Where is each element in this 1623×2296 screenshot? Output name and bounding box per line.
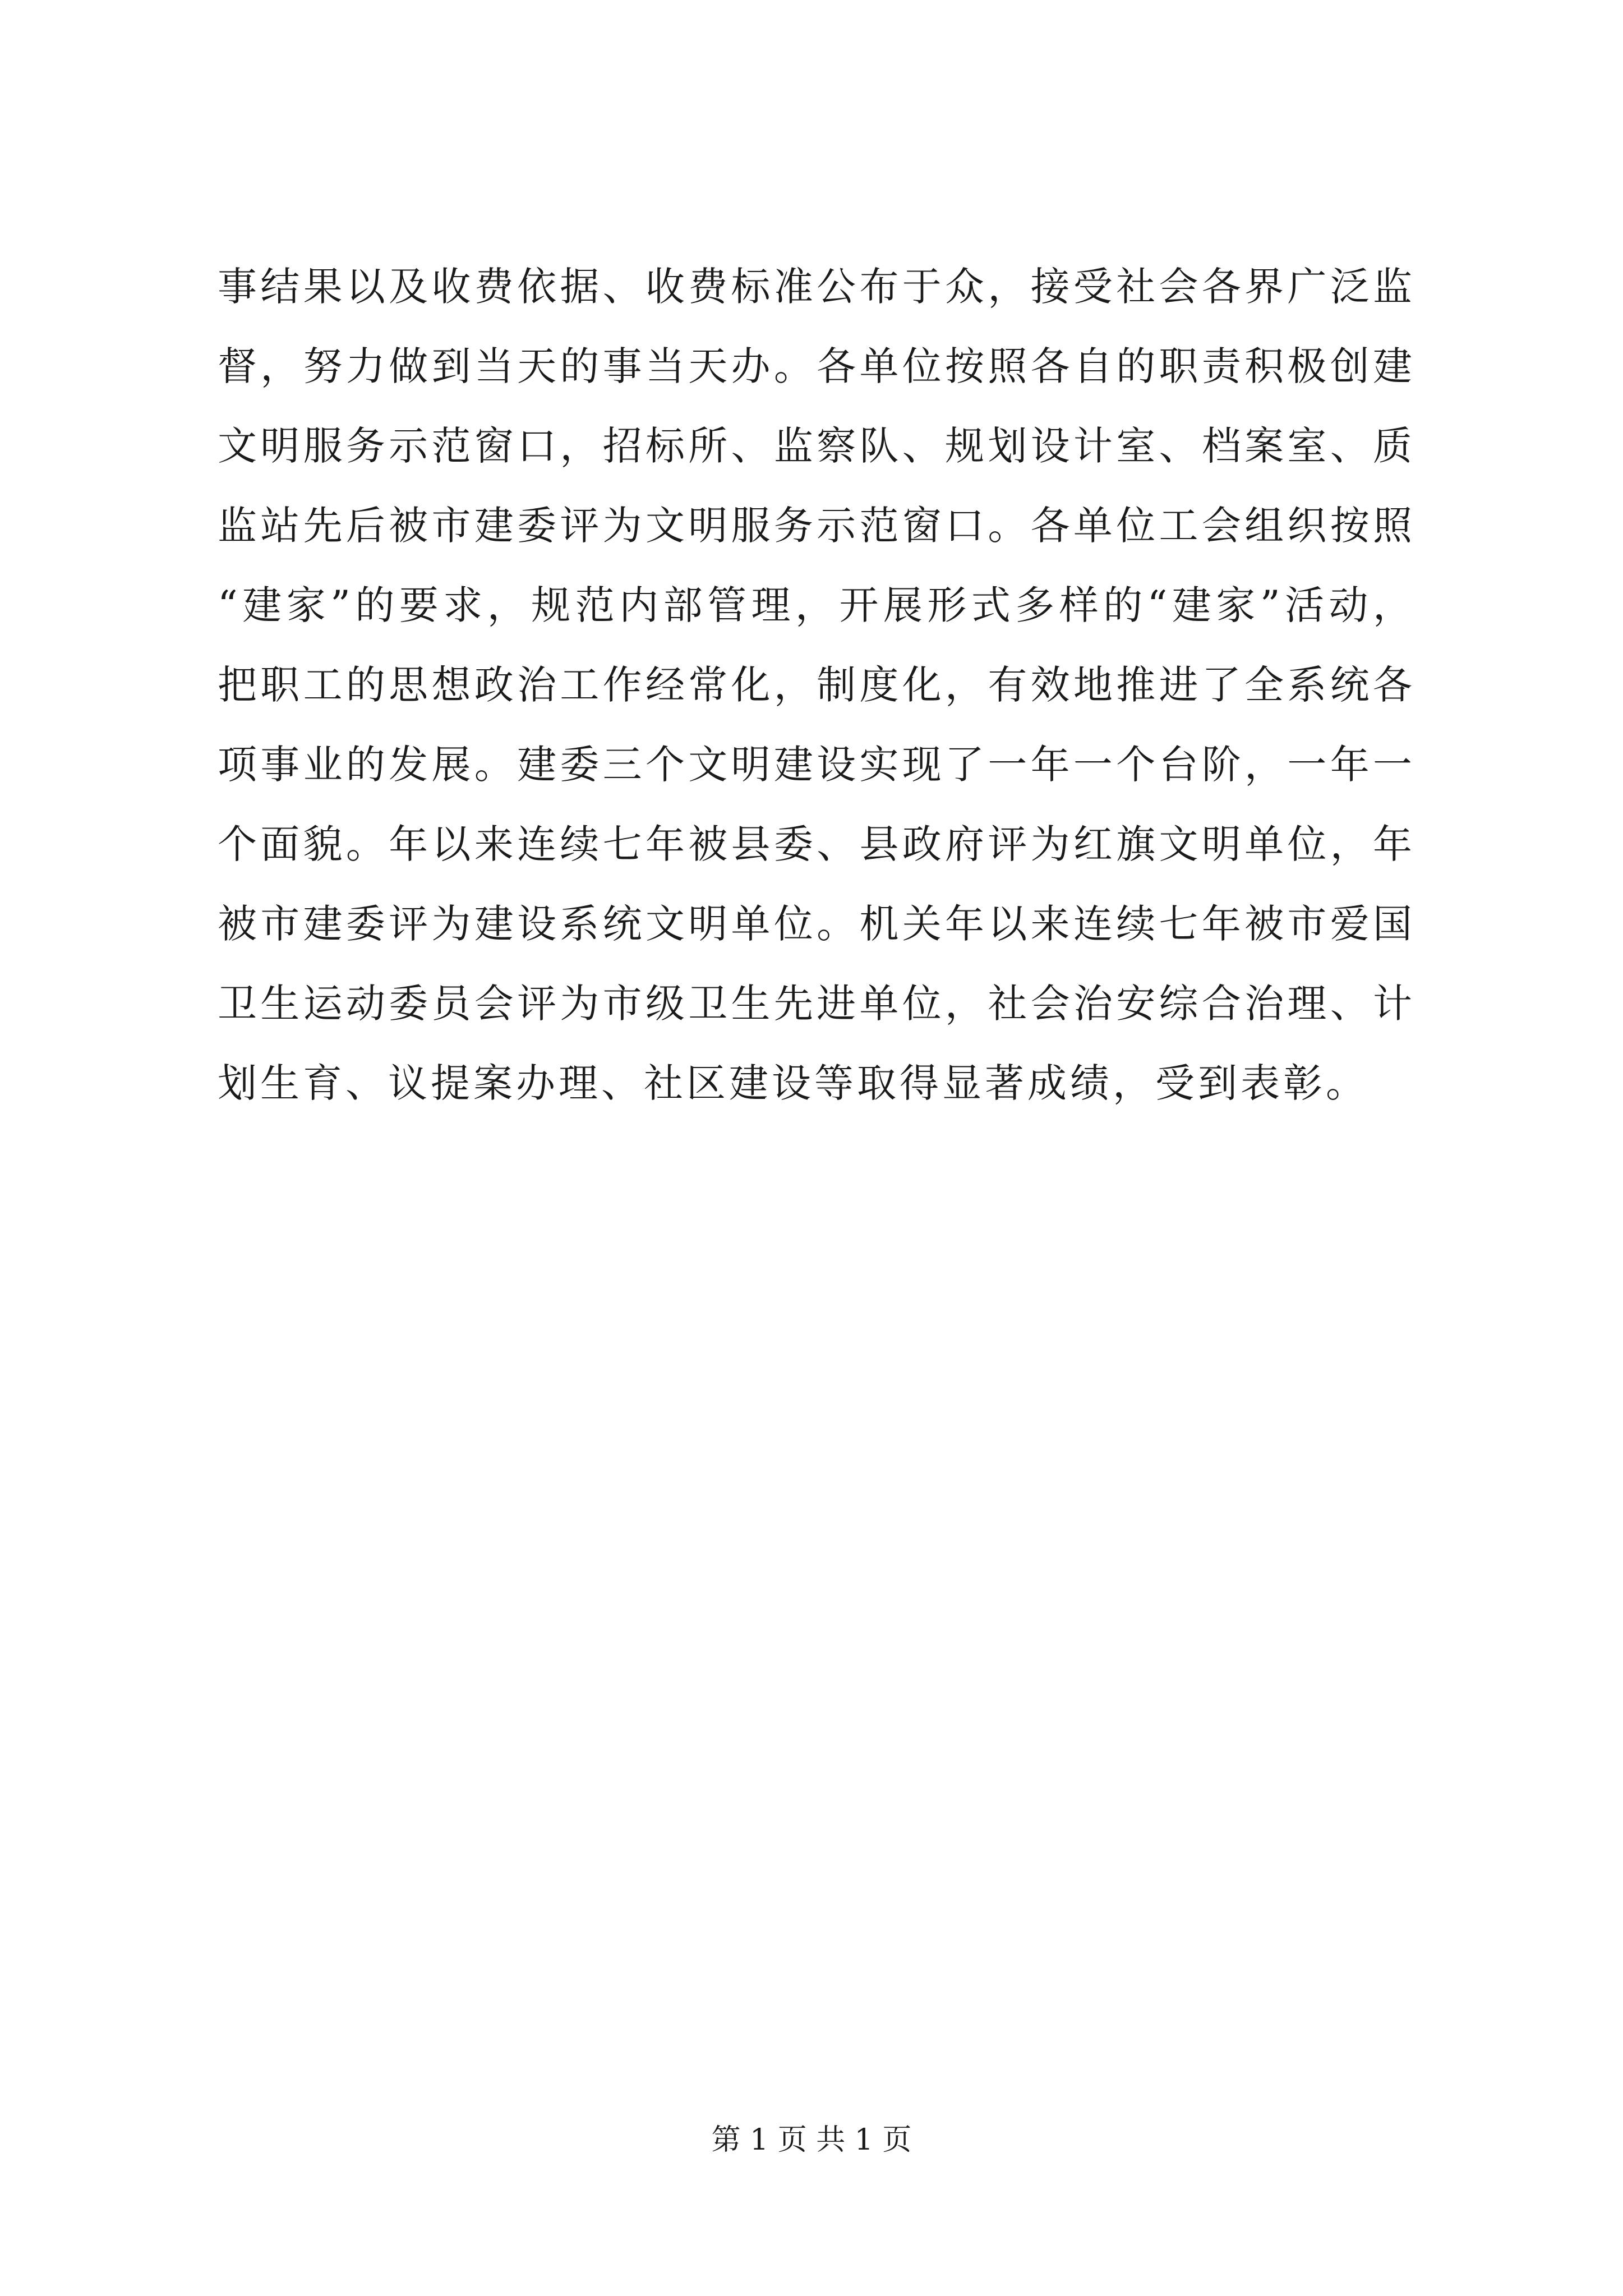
text-line: 事结果以及收费依据、收费标准公布于众，接受社会各界广泛监: [218, 264, 1412, 310]
text-line: 监站先后被市建委评为文明服务示范窗口。各单位工会组织按照: [218, 503, 1412, 549]
text-line: “建家”的要求，规范内部管理，开展形式多样的“建家”活动，: [218, 582, 1412, 628]
text-line: 划生育、议提案办理、社区建设等取得显著成绩，受到表彰。: [218, 1060, 1368, 1106]
text-line: 把职工的思想政治工作经常化，制度化，有效地推进了全系统各: [218, 662, 1412, 708]
text-line: 文明服务示范窗口，招标所、监察队、规划设计室、档案室、质: [218, 423, 1412, 469]
body-paragraph: [218, 247, 1412, 1123]
text-line: 卫生运动委员会评为市级卫生先进单位，社会治安综合治理、计: [218, 981, 1412, 1027]
text-line: 个面貌。年以来连续七年被县委、县政府评为红旗文明单位，年: [218, 821, 1412, 867]
text-line: 被市建委评为建设系统文明单位。机关年以来连续七年被市爱国: [218, 901, 1412, 947]
page-number-footer: 第 1 页 共 1 页: [711, 2123, 912, 2157]
text-line: 项事业的发展。建委三个文明建设实现了一年一个台阶，一年一: [218, 742, 1412, 788]
text-line: 督，努力做到当天的事当天办。各单位按照各自的职责积极创建: [218, 343, 1412, 389]
